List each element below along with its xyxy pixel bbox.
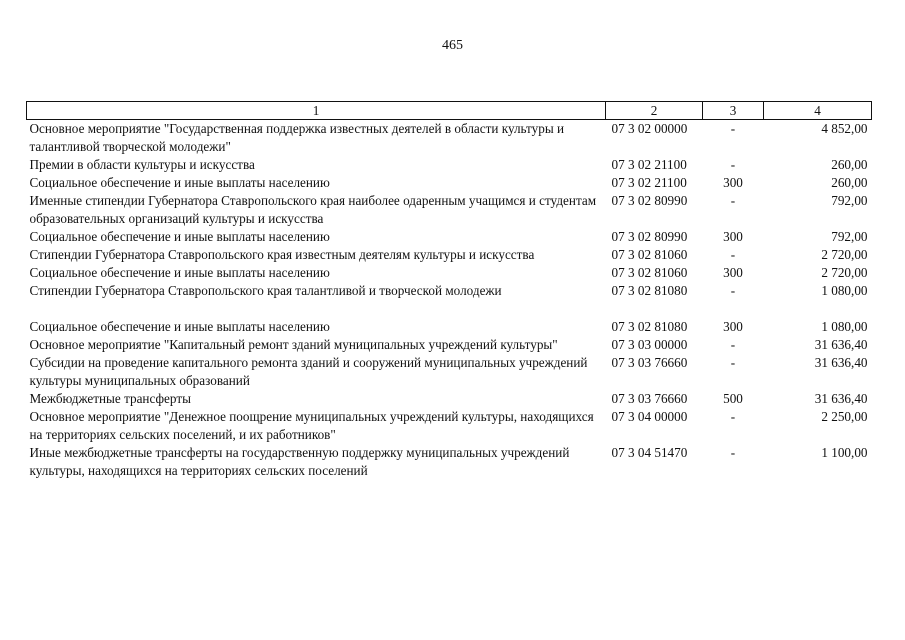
row-name: Основное мероприятие "Государственная поддержка известных деятелей в области культуры и талантливой творческой молодежи" bbox=[29, 121, 565, 154]
row-code: 07 3 02 81080 bbox=[611, 283, 688, 298]
row-name: Субсидии на проведение капитального ремонта зданий и сооружений муниципальных учреждений культуры муниципальных образований bbox=[29, 355, 588, 388]
row-amount: 4 852,00 bbox=[821, 121, 868, 136]
row-amount: 2 250,00 bbox=[821, 409, 868, 424]
row-amount: 792,00 bbox=[831, 229, 868, 244]
table-row bbox=[27, 228, 872, 246]
row-code: 07 3 02 00000 bbox=[611, 121, 688, 136]
row-name: Премии в области культуры и искусства bbox=[29, 157, 255, 172]
row-name: Социальное обеспечение и иные выплаты населению bbox=[29, 319, 330, 334]
row-code: 07 3 02 80990 bbox=[611, 229, 688, 244]
row-amount: 2 720,00 bbox=[821, 247, 868, 262]
row-name: Стипендии Губернатора Ставропольского края талантливой и творческой молодежи bbox=[29, 283, 502, 298]
row-name: Социальное обеспечение и иные выплаты населению bbox=[29, 175, 330, 190]
blank-cell bbox=[764, 300, 872, 318]
table-row bbox=[27, 282, 872, 300]
table-row bbox=[27, 408, 872, 444]
row-type: - bbox=[730, 157, 736, 172]
row-name: Иные межбюджетные трансферты на государственную поддержку муниципальных учреждений культуры, находящихся на территориях сельских поселений bbox=[29, 445, 570, 478]
row-name: Основное мероприятие "Капитальный ремонт зданий муниципальных учреждений культуры" bbox=[29, 337, 558, 352]
row-type: - bbox=[730, 193, 736, 208]
page-number: 465 bbox=[442, 38, 463, 53]
row-name: Межбюджетные трансферты bbox=[29, 391, 191, 406]
row-type: 300 bbox=[723, 229, 743, 244]
table-header-row bbox=[27, 102, 872, 120]
table-row bbox=[27, 336, 872, 354]
row-name: Социальное обеспечение и иные выплаты населению bbox=[29, 229, 330, 244]
row-type: 300 bbox=[723, 175, 743, 190]
table-row bbox=[27, 120, 872, 157]
blank-cell bbox=[27, 300, 606, 318]
row-amount: 31 636,40 bbox=[814, 355, 868, 370]
table-row bbox=[27, 156, 872, 174]
table-row bbox=[27, 174, 872, 192]
table-row bbox=[27, 354, 872, 390]
row-name: Стипендии Губернатора Ставропольского края известным деятелям культуры и искусства bbox=[29, 247, 535, 262]
row-type: - bbox=[730, 337, 736, 352]
row-name: Социальное обеспечение и иные выплаты населению bbox=[29, 265, 330, 280]
row-amount: 31 636,40 bbox=[814, 337, 868, 352]
column-header-4: 4 bbox=[764, 102, 872, 120]
row-type: - bbox=[730, 409, 736, 424]
row-amount: 260,00 bbox=[831, 157, 868, 172]
blank-row bbox=[27, 300, 872, 318]
row-amount: 1 100,00 bbox=[821, 445, 868, 460]
column-header-1: 1 bbox=[27, 102, 606, 120]
row-type: 300 bbox=[723, 319, 743, 334]
blank-cell bbox=[606, 300, 703, 318]
row-code: 07 3 03 76660 bbox=[611, 391, 688, 406]
row-type: - bbox=[730, 445, 736, 460]
row-type: 300 bbox=[723, 265, 743, 280]
budget-table bbox=[26, 101, 872, 480]
table-row bbox=[27, 192, 872, 228]
row-name: Основное мероприятие "Денежное поощрение муниципальных учреждений культуры, находящихся на территориях сельских поселений, и их работников" bbox=[29, 409, 594, 442]
blank-cell bbox=[703, 300, 764, 318]
row-type: - bbox=[730, 283, 736, 298]
row-type: - bbox=[730, 247, 736, 262]
row-code: 07 3 03 00000 bbox=[611, 337, 688, 352]
table-row bbox=[27, 318, 872, 336]
row-amount: 792,00 bbox=[831, 193, 868, 208]
table-row bbox=[27, 246, 872, 264]
row-amount: 2 720,00 bbox=[821, 265, 868, 280]
row-code: 07 3 04 51470 bbox=[611, 445, 688, 460]
row-code: 07 3 03 76660 bbox=[611, 355, 688, 370]
row-amount: 1 080,00 bbox=[821, 283, 868, 298]
row-code: 07 3 02 81080 bbox=[611, 319, 688, 334]
row-amount: 31 636,40 bbox=[814, 391, 868, 406]
row-amount: 1 080,00 bbox=[821, 319, 868, 334]
row-code: 07 3 02 81060 bbox=[611, 247, 688, 262]
column-header-2: 2 bbox=[606, 102, 703, 120]
row-code: 07 3 02 21100 bbox=[611, 157, 687, 172]
row-type: 500 bbox=[723, 391, 743, 406]
row-code: 07 3 04 00000 bbox=[611, 409, 688, 424]
row-name: Именные стипендии Губернатора Ставропольского края наиболее одаренным учащимся и студентам образовательных организаций культуры и искусства bbox=[29, 193, 597, 226]
table-row bbox=[27, 390, 872, 408]
row-amount: 260,00 bbox=[831, 175, 868, 190]
table-row bbox=[27, 264, 872, 282]
row-type: - bbox=[730, 355, 736, 370]
row-type: - bbox=[730, 121, 736, 136]
column-header-3: 3 bbox=[703, 102, 764, 120]
row-code: 07 3 02 21100 bbox=[611, 175, 687, 190]
table-row bbox=[27, 444, 872, 480]
row-code: 07 3 02 81060 bbox=[611, 265, 688, 280]
row-code: 07 3 02 80990 bbox=[611, 193, 688, 208]
